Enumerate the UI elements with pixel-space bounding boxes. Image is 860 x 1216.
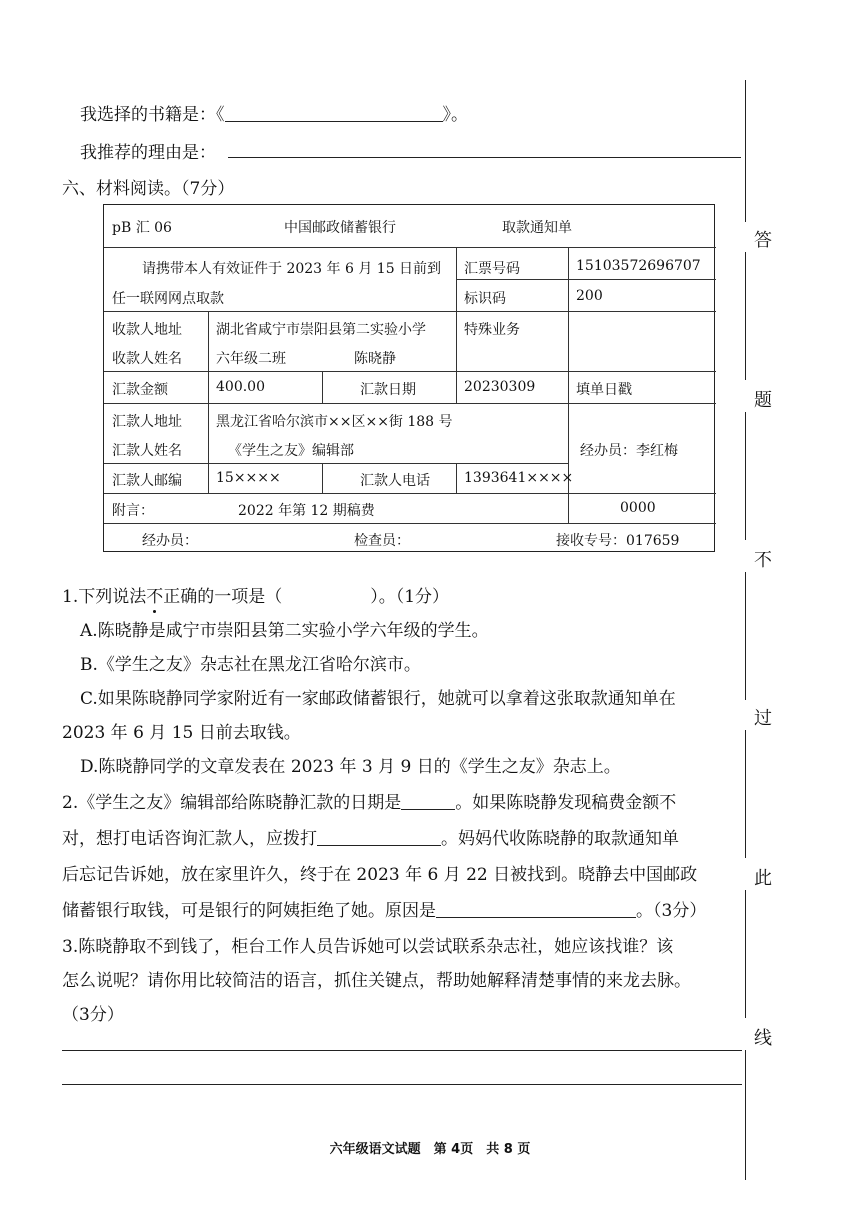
- margin-char: 过: [754, 708, 772, 729]
- binding-line-segment: [745, 572, 746, 700]
- table-rule: [568, 247, 569, 371]
- answer-line-2[interactable]: [62, 1084, 742, 1085]
- sender-name-value: 《学生之友》编辑部: [228, 443, 354, 459]
- table-rule: [456, 279, 716, 280]
- option-c-line-1: C.如果陈晓静同学家附近有一家邮政储蓄银行，她就可以拿着这张取款通知单在: [80, 689, 676, 709]
- option-c-line-2: 2023 年 6 月 15 日前去取钱。: [62, 723, 301, 743]
- margin-char: 线: [754, 1028, 772, 1049]
- reason-label: 我推荐的理由是：: [80, 143, 216, 163]
- note-code: 0000: [620, 500, 656, 516]
- emphasis-dot: [153, 610, 156, 613]
- table-rule: [104, 311, 716, 312]
- question-2-line-4: [62, 896, 706, 921]
- notice-line-1: 请携带本人有效证件于 2023 年 6 月 15 日前到: [142, 261, 442, 277]
- question-2-line-1: [62, 788, 676, 813]
- option-b: B.《学生之友》杂志社在黑龙江省哈尔滨市。: [80, 655, 421, 675]
- table-rule: [104, 371, 716, 372]
- table-rule: [104, 403, 716, 404]
- payee-name: 陈晓静: [354, 351, 396, 367]
- checker-field: 检查员：: [354, 533, 410, 549]
- q2-text: 2.《学生之友》编辑部给陈晓静汇款的日期是: [62, 793, 402, 813]
- special-label: 特殊业务: [464, 322, 520, 338]
- option-d: D.陈晓静同学的文章发表在 2023 年 3 月 9 日的《学生之友》杂志上。: [80, 757, 621, 777]
- amount-label: 汇款金额: [112, 382, 168, 398]
- amount-value: 400.00: [216, 379, 265, 395]
- book-label: 我选择的书籍是：《: [80, 105, 225, 125]
- question-3-score: （3分）: [62, 1005, 124, 1025]
- clerk-field: 经办员：: [142, 533, 198, 549]
- table-rule: [456, 463, 457, 493]
- question-2-line-2: [62, 824, 679, 849]
- book-close: 》。: [442, 105, 468, 125]
- withdrawal-notice-slip: [103, 204, 715, 552]
- margin-char: 题: [754, 390, 772, 411]
- table-rule: [322, 371, 323, 403]
- payee-class: 六年级二班: [216, 351, 286, 367]
- margin-char: 答: [754, 230, 772, 251]
- notice-line-2: 任一联网网点取款: [112, 291, 224, 307]
- binding-line-segment: [745, 730, 746, 858]
- q2-date-blank[interactable]: [401, 791, 455, 810]
- payee-name-label: 收款人姓名: [112, 351, 182, 367]
- table-rule: [208, 311, 209, 493]
- q1-emphasis: 不: [146, 587, 163, 607]
- answer-line-1[interactable]: [62, 1050, 742, 1051]
- stamp-label: 填单日戳: [576, 382, 632, 398]
- q1-text-2: 正确的一项是（: [163, 587, 283, 607]
- date-label: 汇款日期: [360, 382, 416, 398]
- q1-text: 1.下列说法: [62, 587, 147, 607]
- sender-phone-value: 1393641××××: [464, 470, 574, 486]
- q1-score: ）。（1分）: [370, 587, 450, 607]
- q2-text-2: 。如果陈晓静发现稿费金额不: [455, 793, 677, 813]
- page-footer: 六年级语文试题 第 4页 共 8 页: [329, 1142, 531, 1157]
- q2-text-5: 储蓄银行取钱，可是银行的阿姨拒绝了她。原因是: [62, 901, 436, 921]
- section-title: 六、材料阅读。（7分）: [62, 179, 235, 199]
- margin-char: 不: [754, 550, 772, 571]
- ticket-label: 汇票号码: [464, 261, 520, 277]
- margin-char: 此: [754, 868, 772, 889]
- q2-text-4: 。妈妈代收陈晓静的取款通知单: [441, 829, 679, 849]
- payee-addr-value: 湖北省咸宁市崇阳县第二实验小学: [216, 322, 426, 338]
- binding-line-segment: [745, 890, 746, 1018]
- binding-line-segment: [745, 412, 746, 540]
- slip-code: pB 汇 06: [112, 220, 172, 236]
- table-rule: [456, 371, 457, 403]
- option-a: A.陈晓静是咸宁市崇阳县第二实验小学六年级的学生。: [80, 621, 489, 641]
- q2-score: 。（3分）: [636, 901, 707, 921]
- sender-zip-label: 汇款人邮编: [112, 473, 182, 489]
- sender-zip-value: 15××××: [216, 470, 281, 486]
- table-rule: [456, 247, 457, 371]
- question-1: [62, 582, 449, 607]
- table-rule: [104, 247, 716, 248]
- sender-addr-value: 黑龙江省哈尔滨市××区××街 188 号: [216, 414, 453, 430]
- clerk-signature: 经办员：李红梅: [580, 443, 678, 459]
- note-value: 2022 年第 12 期稿费: [238, 503, 375, 519]
- binding-line-segment: [745, 1050, 746, 1180]
- id-value: 200: [576, 288, 603, 304]
- table-rule: [568, 371, 569, 523]
- binding-line-segment: [745, 80, 746, 222]
- q2-phone-blank[interactable]: [317, 827, 441, 846]
- slip-title: 取款通知单: [502, 220, 572, 236]
- id-label: 标识码: [464, 291, 506, 307]
- sender-name-label: 汇款人姓名: [112, 443, 182, 459]
- table-rule: [322, 463, 323, 493]
- ticket-value: 15103572696707: [576, 258, 701, 274]
- q2-reason-blank[interactable]: [436, 899, 636, 918]
- table-rule: [104, 493, 716, 494]
- receipt-number: 接收专号：017659: [556, 533, 680, 549]
- book-blank[interactable]: [225, 103, 443, 122]
- bank-name: 中国邮政储蓄银行: [284, 220, 396, 236]
- reason-line: [80, 138, 216, 163]
- payee-addr-label: 收款人地址: [112, 322, 182, 338]
- sender-phone-label: 汇款人电话: [360, 473, 430, 489]
- table-rule: [104, 463, 568, 464]
- binding-line-segment: [745, 252, 746, 380]
- question-3-line-1: 3.陈晓静取不到钱了，柜台工作人员告诉她可以尝试联系杂志社，她应该找谁？该: [62, 937, 674, 957]
- date-value: 20230309: [464, 379, 536, 395]
- q2-text-3: 对，想打电话咨询汇款人，应拨打: [62, 829, 317, 849]
- note-label: 附言：: [112, 503, 154, 519]
- reason-blank[interactable]: [228, 157, 741, 158]
- question-2-line-3: 后忘记告诉她，放在家里许久，终于在 2023 年 6 月 22 日被找到。晓静去中国邮政: [62, 865, 698, 885]
- question-3-line-2: 怎么说呢？请你用比较简洁的语言，抓住关键点，帮助她解释清楚事情的来龙去脉。: [62, 971, 691, 991]
- sender-addr-label: 汇款人地址: [112, 414, 182, 430]
- book-choice-line: [80, 100, 468, 125]
- table-rule: [104, 523, 716, 524]
